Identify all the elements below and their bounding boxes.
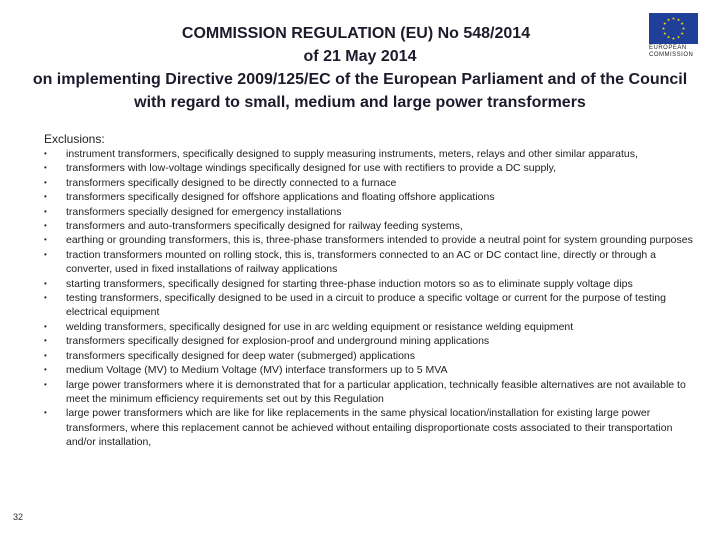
exclusion-text: large power transformers which are like for like replacements in the same physical location/installation for existing large power transformers, where this replacement cannot be achieved without entailing disproportionate costs associated to their transportation and/or installation, [66,407,673,449]
bullet-marker: • [44,350,47,360]
exclusions-list [44,147,694,450]
star-icon [667,36,670,39]
bullet-marker: • [44,221,47,231]
star-icon [672,37,675,40]
bullet-marker: • [44,321,47,331]
exclusions-heading: Exclusions: [44,132,105,146]
star-icon [681,32,684,35]
bullet-marker: • [44,206,47,216]
star-icon [682,27,685,30]
logo-text-line2: COMMISSION [649,52,694,58]
exclusion-text: transformers and auto-transformers specifically designed for railway feeding systems, [66,220,463,233]
exclusion-item [44,378,694,407]
exclusion-text: transformers specifically designed for explosion-proof and underground mining applications [66,335,490,348]
eu-flag-icon [649,13,698,44]
exclusion-item [44,161,694,175]
exclusion-text: instrument transformers, specifically designed to supply measuring instruments, meters, relays and other similar apparatus, [66,148,638,160]
star-icon [681,22,684,25]
regulation-subtitle-line1: on implementing Directive 2009/125/EC of the European Parliament and of the Council [32,71,688,88]
exclusion-item [44,277,694,291]
exclusion-item [44,334,694,348]
eu-stars-icon [649,13,698,44]
star-icon [663,32,666,35]
exclusion-text: earthing or grounding transformers, this is, three-phase transformers intended to provide a neutral point for system grounding purposes [66,234,693,247]
exclusion-item [44,406,694,449]
exclusion-item [44,349,694,363]
exclusion-text: transformers specifically designed for deep water (submerged) applications [66,349,416,362]
exclusion-item [44,248,694,277]
logo-text [645,45,705,59]
exclusion-item [44,233,694,247]
logo-text-line1: EUROPEAN [649,45,687,51]
exclusion-item [44,363,694,377]
bullet-marker: • [44,336,47,346]
exclusion-text: transformers specially designed for emergency installations [66,205,342,218]
exclusion-item [44,320,694,334]
star-icon [662,27,665,30]
exclusion-text: transformers with low-voltage windings specifically designed for use with rectifiers to provide a DC supply, [66,162,557,175]
bullet-marker: • [44,177,47,187]
exclusion-item [44,190,694,204]
star-icon [677,18,680,21]
bullet-marker: • [44,192,47,202]
page-number: 32 [13,512,24,522]
exclusion-text: transformers specifically designed to be directly connected to a furnace [66,176,397,189]
page-title-block [0,22,720,114]
bullet-marker: • [44,278,47,288]
european-commission-logo [645,13,705,59]
bullet-marker: • [44,408,47,418]
regulation-subtitle-line2: with regard to small, medium and large power transformers [134,94,586,111]
exclusion-text: testing transformers, specifically designed to be used in a circuit to produce a specific voltage or current for the purpose of testing electrical equipment [66,292,666,319]
exclusion-item [44,291,694,320]
exclusion-item [44,219,694,233]
exclusion-text: welding transformers, specifically designed for use in arc welding equipment or resistance welding equipment [66,320,574,333]
exclusion-text: traction transformers mounted on rolling stock, this is, transformers connected to an AC or DC contact line, directly or through a converter, used in fixed installations of railway applications [66,248,657,276]
bullet-marker: • [44,235,47,245]
bullet-marker: • [44,365,47,375]
star-icon [672,17,675,20]
star-icon [677,36,680,39]
exclusion-text: large power transformers where it is demonstrated that for a particular application, technically feasible alternatives are not available to meet the minimum efficiency requirements set out by this Regulation [66,378,686,405]
bullet-marker: • [44,149,47,158]
exclusion-item [44,147,694,161]
exclusion-item [44,205,694,219]
star-icon [667,18,670,21]
exclusion-text: medium Voltage (MV) to Medium Voltage (MV) interface transformers up to 5 MVA [66,364,448,377]
bullet-marker: • [44,163,47,173]
regulation-date: of 21 May 2014 [303,48,417,65]
star-icon [663,22,666,25]
exclusion-item [44,176,694,190]
bullet-marker: • [44,379,47,389]
exclusion-text: transformers specifically designed for offshore applications and floating offshore applications [66,191,495,204]
bullet-marker: • [44,249,47,259]
bullet-marker: • [44,293,47,303]
exclusion-text: starting transformers, specifically designed for starting three-phase induction motors so as to eliminate supply voltage dips [66,277,633,290]
regulation-title: COMMISSION REGULATION (EU) No 548/2014 [181,25,531,42]
